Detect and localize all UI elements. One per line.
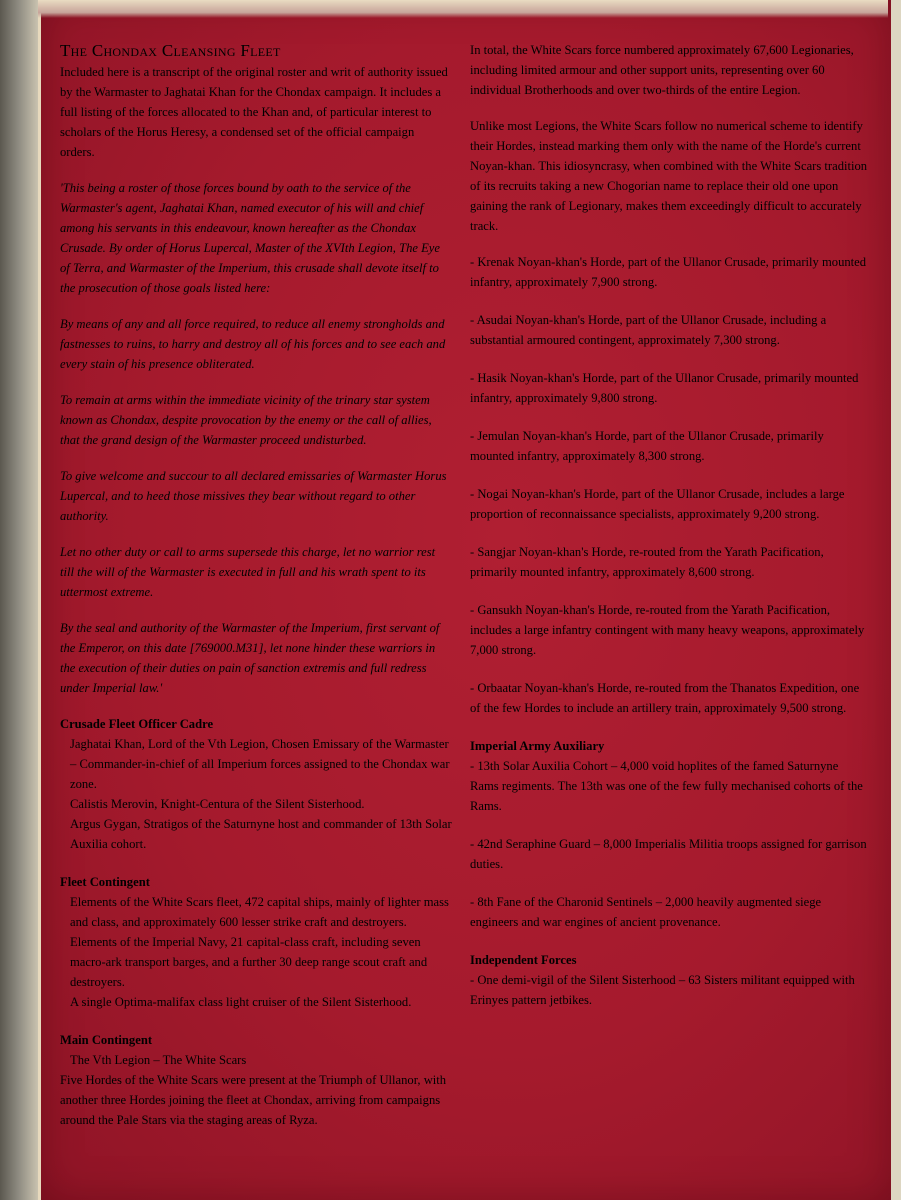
fleet-entry: Elements of the Imperial Navy, 21 capital-class craft, including seven macro-ark transport barges, and a further 30 deep range scout craft and destroyers. [70,935,428,989]
army-entry: - 42nd Seraphine Guard – 8,000 Imperialis Militia troops assigned for garrison duties. [470,837,867,871]
main-heading: Main Contingent [60,1033,153,1047]
independent-entry: - One demi-vigil of the Silent Sisterhood – 63 Sisters militant equipped with Erinyes pattern jetbikes. [470,973,855,1007]
writ-paragraph: Let no other duty or call to arms supersede this charge, let no warrior rest till the will of the Warmaster is executed in full and his wrath spent to its uttermost extreme. [60,545,436,599]
horde-entry: - Sangjar Noyan-khan's Horde, re-routed from the Yarath Pacification, primarily mounted infantry, approximately 8,600 strong. [470,545,824,579]
horde-entry: - Hasik Noyan-khan's Horde, part of the Ullanor Crusade, primarily mounted infantry, approximately 9,800 strong. [470,371,859,405]
main-subheading: The Vth Legion – The White Scars [70,1053,247,1067]
officer-cadre-section [60,714,452,854]
total-paragraph: In total, the White Scars force numbered approximately 67,600 Legionaries, including limited armour and other support units, representing over 60 individual Brotherhoods and over two-thirds of the entire Legion. [470,43,854,97]
fleet-contingent-section [60,872,452,1012]
horde-entry: - Nogai Noyan-khan's Horde, part of the Ullanor Crusade, includes a large proportion of reconnaissance specialists, approximately 9,200 strong. [470,487,845,521]
writ-paragraph: By the seal and authority of the Warmaster of the Imperium, first servant of the Emperor, on this date [769000.M31], let none hinder these warriors in the execution of their duties on pain of sanction extremis and full redress under Imperial law.' [60,621,440,695]
officer-entry: Jaghatai Khan, Lord of the Vth Legion, Chosen Emissary of the Warmaster – Commander-in-chief of all Imperium forces assigned to the Chondax war zone. [70,737,450,791]
naming-paragraph: Unlike most Legions, the White Scars follow no numerical scheme to identify their Hordes, instead marking them only with the name of the Horde's current Noyan-khan. This idiosyncrasy, when combined with the White Scars tradition of its recruits taking a new Chogorian name to replace their old one upon gaining the rank of Legionary, makes them exceedingly difficult to accurately track. [470,119,868,233]
horde-entry: - Jemulan Noyan-khan's Horde, part of the Ullanor Crusade, primarily mounted infantry, approximately 8,300 strong. [470,429,824,463]
officer-entry: Calistis Merovin, Knight-Centura of the Silent Sisterhood. [70,797,365,811]
horde-entry: - Asudai Noyan-khan's Horde, part of the Ullanor Crusade, including a substantial armoured contingent, approximately 7,300 strong. [470,313,827,347]
fleet-heading: Fleet Contingent [60,875,150,889]
army-entry: - 8th Fane of the Charonid Sentinels – 2,000 heavily augmented siege engineers and war engines of ancient provenance. [470,895,822,929]
independent-heading: Independent Forces [470,953,577,967]
writ-of-authority [60,178,452,698]
intro-paragraph: Included here is a transcript of the original roster and writ of authority issued by the Warmaster to Jaghatai Khan for the Chondax campaign. It includes a full listing of the forces allocated to the Khan and, of particular interest to scholars of the Horus Heresy, a condensed set of the official campaign orders. [60,65,448,159]
horde-entry: - Gansukh Noyan-khan's Horde, re-routed from the Yarath Pacification, includes a large infantry contingent with many heavy weapons, approximately 7,000 strong. [470,603,865,657]
left-column [60,40,452,1148]
writ-paragraph: 'This being a roster of those forces bound by oath to the service of the Warmaster's agent, Jaghatai Khan, named executor of his will and chief among his servants in this endeavour, known hereafter as the Chondax Crusade. By order of Horus Lupercal, Master of the XVIth Legion, The Eye of Terra, and Warmaster of the Imperium, this crusade shall devote itself to the prosecution of those goals listed here: [60,181,440,295]
independent-forces-section [470,950,870,1010]
page-title: The Chondax Cleansing Fleet [60,41,281,60]
page-top-border [38,0,888,18]
right-column [470,40,870,1028]
writ-paragraph: To remain at arms within the immediate vicinity of the trinary star system known as Chondax, despite provocation by the enemy or the call of allies, that the grand design of the Warmaster proceed undisturbed. [60,393,432,447]
horde-list [470,252,870,718]
main-contingent-section [60,1030,452,1130]
writ-paragraph: By means of any and all force required, to reduce all enemy strongholds and fastnesses to ruins, to harry and destroy all of his forces and to see each and every stain of his presence obliterated. [60,317,446,371]
army-entry: - 13th Solar Auxilia Cohort – 4,000 void hoplites of the famed Saturnyne Rams regiments. The 13th was one of the few fully mechanised cohorts of the Rams. [470,759,863,813]
fleet-entry: Elements of the White Scars fleet, 472 capital ships, mainly of lighter mass and class, and approximately 600 lesser strike craft and destroyers. [70,895,449,929]
army-auxiliary-section [470,736,870,932]
fleet-entry: A single Optima-malifax class light cruiser of the Silent Sisterhood. [70,995,412,1009]
officer-heading: Crusade Fleet Officer Cadre [60,717,214,731]
horde-entry: - Krenak Noyan-khan's Horde, part of the Ullanor Crusade, primarily mounted infantry, approximately 7,900 strong. [470,255,867,289]
writ-paragraph: To give welcome and succour to all declared emissaries of Warmaster Horus Lupercal, and to heed those missives they bear without regard to other authority. [60,469,447,523]
main-text: Five Hordes of the White Scars were present at the Triumph of Ullanor, with another three Hordes joining the fleet at Chondax, arriving from campaigns around the Pale Stars via the staging areas of Ryza. [60,1073,447,1127]
army-heading: Imperial Army Auxiliary [470,739,605,753]
horde-entry: - Orbaatar Noyan-khan's Horde, re-routed from the Thanatos Expedition, one of the few Hordes to include an artillery train, approximately 9,500 strong. [470,681,860,715]
officer-entry: Argus Gygan, Stratigos of the Saturnyne host and commander of 13th Solar Auxilia cohort. [70,817,452,851]
